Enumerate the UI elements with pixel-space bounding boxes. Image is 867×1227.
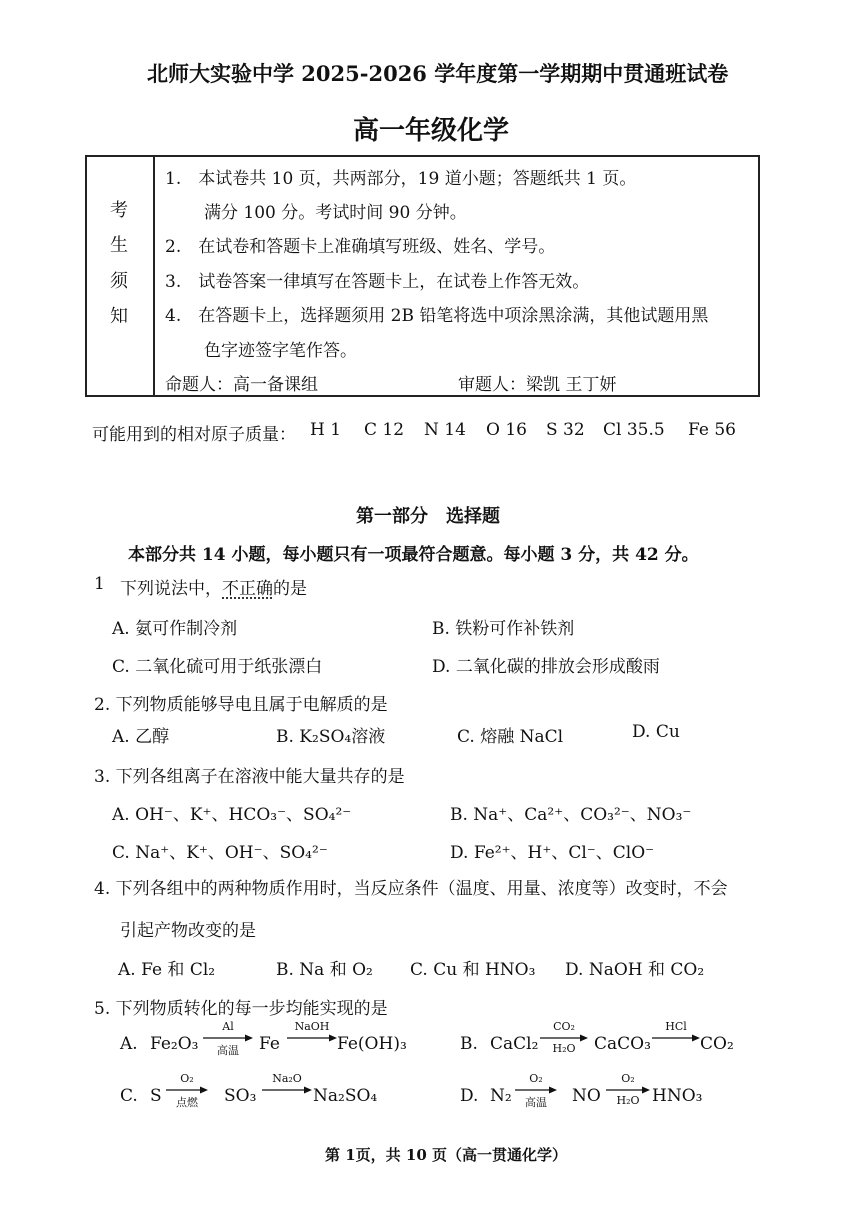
arrow-icon bbox=[606, 1086, 650, 1094]
atomic-mass-value: O 16 bbox=[486, 420, 527, 440]
stem-emphasis: 不正确 bbox=[222, 579, 273, 599]
section-intro: 本部分共 14 小题，每小题只有一项最符合题意。每小题 3 分，共 42 分。 bbox=[128, 545, 699, 565]
option-a: A. 氨可作制冷剂 bbox=[112, 619, 238, 639]
chem-species: Na₂SO₄ bbox=[313, 1086, 378, 1106]
atomic-mass-value: N 14 bbox=[424, 420, 466, 440]
exam-title: 北师大实验中学 2025-2026 学年度第一学期期中贯通班试卷 bbox=[147, 61, 729, 86]
atomic-mass-value: Fe 56 bbox=[688, 420, 736, 440]
notice-item: 色字迹签字笔作答。 bbox=[204, 341, 357, 361]
atomic-mass-value: C 12 bbox=[364, 420, 405, 440]
arrow-condition-bottom: 高温 bbox=[525, 1096, 547, 1109]
notice-divider bbox=[153, 157, 155, 395]
question-stem: 5. 下列物质转化的每一步均能实现的是 bbox=[94, 999, 388, 1019]
atomic-mass-value: S 32 bbox=[546, 420, 585, 440]
option-d: D. Cu bbox=[632, 722, 680, 742]
arrow-icon bbox=[652, 1034, 700, 1042]
question-stem: 2. 下列物质能够导电且属于电解质的是 bbox=[94, 695, 388, 715]
arrow-condition-top: O₂ bbox=[529, 1072, 543, 1085]
arrow-icon bbox=[515, 1086, 557, 1094]
question-stem: 3. 下列各组离子在溶液中能大量共存的是 bbox=[94, 767, 405, 787]
option-b: B. Na 和 O₂ bbox=[276, 960, 373, 980]
option-a: A. 乙醇 bbox=[112, 727, 170, 747]
arrow-condition-top: Na₂O bbox=[272, 1072, 302, 1085]
chem-species: Fe(OH)₃ bbox=[337, 1034, 407, 1054]
option-b-label: B. bbox=[460, 1034, 478, 1054]
arrow-icon bbox=[287, 1034, 337, 1042]
arrow-condition-bottom: H₂O bbox=[552, 1042, 576, 1055]
stem-part: 下列说法中， bbox=[120, 579, 222, 599]
chem-species: CO₂ bbox=[700, 1034, 734, 1054]
arrow-condition-top: Al bbox=[222, 1020, 234, 1033]
arrow-condition-bottom: 点燃 bbox=[176, 1096, 198, 1109]
notice-item: 3. 试卷答案一律填写在答题卡上，在试卷上作答无效。 bbox=[165, 272, 590, 292]
notice-side-char: 生 bbox=[110, 235, 128, 256]
arrow-condition-top: CO₂ bbox=[553, 1020, 575, 1033]
option-b: B. Na⁺、Ca²⁺、CO₃²⁻、NO₃⁻ bbox=[450, 805, 692, 825]
chem-species: SO₃ bbox=[224, 1086, 257, 1106]
chem-species: Fe bbox=[259, 1034, 280, 1054]
exam-subtitle: 高一年级化学 bbox=[353, 116, 510, 146]
chem-species: CaCO₃ bbox=[594, 1034, 651, 1054]
arrow-condition-top: O₂ bbox=[621, 1072, 635, 1085]
option-a-label: A. bbox=[120, 1034, 138, 1054]
atomic-mass-label: 可能用到的相对原子质量： bbox=[92, 425, 296, 445]
option-c: C. Cu 和 HNO₃ bbox=[410, 960, 536, 980]
notice-item: 2. 在试卷和答题卡上准确填写班级、姓名、学号。 bbox=[165, 237, 556, 257]
notice-author: 命题人：高一备课组 bbox=[165, 375, 318, 395]
arrow-condition-top: NaOH bbox=[294, 1020, 330, 1033]
option-c: C. Na⁺、K⁺、OH⁻、SO₄²⁻ bbox=[112, 843, 328, 863]
atomic-mass-value: Cl 35.5 bbox=[603, 420, 665, 440]
page-footer: 第 1页，共 10 页（高一贯通化学） bbox=[325, 1146, 567, 1164]
chem-species: NO bbox=[572, 1086, 601, 1106]
arrow-condition-bottom: 高温 bbox=[217, 1044, 239, 1057]
section-title: 第一部分 选择题 bbox=[356, 506, 500, 527]
arrow-icon bbox=[262, 1086, 312, 1094]
reaction-arrow bbox=[287, 1022, 337, 1062]
option-b: B. K₂SO₄溶液 bbox=[276, 727, 386, 747]
notice-side-char: 须 bbox=[110, 271, 128, 292]
option-d: D. 二氧化碳的排放会形成酸雨 bbox=[432, 657, 660, 677]
reaction-arrow bbox=[515, 1074, 557, 1114]
notice-item: 4. 在答题卡上，选择题须用 2B 铅笔将选中项涂黑涂满，其他试题用黑 bbox=[165, 306, 709, 326]
question-stem-cont: 引起产物改变的是 bbox=[120, 921, 256, 941]
chem-species: HNO₃ bbox=[652, 1086, 703, 1106]
chem-species: Fe₂O₃ bbox=[150, 1034, 199, 1054]
notice-item: 满分 100 分。考试时间 90 分钟。 bbox=[204, 203, 467, 223]
arrow-icon bbox=[203, 1034, 253, 1042]
arrow-icon bbox=[166, 1086, 208, 1094]
stem-part: 的是 bbox=[273, 579, 307, 599]
option-d-label: D. bbox=[460, 1086, 479, 1106]
option-a: A. OH⁻、K⁺、HCO₃⁻、SO₄²⁻ bbox=[112, 805, 352, 825]
arrow-icon bbox=[540, 1034, 588, 1042]
option-b: B. 铁粉可作补铁剂 bbox=[432, 619, 575, 639]
arrow-condition-top: HCl bbox=[665, 1020, 687, 1033]
question-stem bbox=[120, 574, 307, 599]
chem-species: S bbox=[150, 1086, 162, 1106]
option-c: C. 二氧化硫可用于纸张漂白 bbox=[112, 657, 323, 677]
notice-reviewer: 审题人：梁凯 王丁妍 bbox=[458, 375, 617, 395]
reaction-arrow bbox=[652, 1022, 700, 1062]
option-c: C. 熔融 NaCl bbox=[457, 727, 564, 747]
notice-item: 1. 本试卷共 10 页，共两部分，19 道小题；答题纸共 1 页。 bbox=[165, 169, 637, 189]
question-stem: 4. 下列各组中的两种物质作用时，当反应条件（温度、用量、浓度等）改变时，不会 bbox=[94, 879, 728, 899]
arrow-condition-top: O₂ bbox=[180, 1072, 194, 1085]
reaction-arrow bbox=[166, 1074, 208, 1114]
notice-side-char: 考 bbox=[110, 200, 128, 221]
reaction-arrow bbox=[606, 1074, 650, 1114]
reaction-arrow bbox=[262, 1074, 312, 1114]
atomic-mass-value: H 1 bbox=[310, 420, 342, 440]
reaction-arrow bbox=[540, 1022, 588, 1062]
chem-species: CaCl₂ bbox=[490, 1034, 539, 1054]
option-a: A. Fe 和 Cl₂ bbox=[118, 960, 216, 980]
chem-species: N₂ bbox=[490, 1086, 512, 1106]
arrow-condition-bottom: H₂O bbox=[616, 1094, 640, 1107]
option-d: D. NaOH 和 CO₂ bbox=[565, 960, 705, 980]
reaction-arrow bbox=[203, 1022, 253, 1062]
option-d: D. Fe²⁺、H⁺、Cl⁻、ClO⁻ bbox=[450, 843, 655, 863]
notice-side-char: 知 bbox=[110, 306, 128, 327]
option-c-label: C. bbox=[120, 1086, 138, 1106]
question-number: 1 bbox=[94, 574, 105, 594]
